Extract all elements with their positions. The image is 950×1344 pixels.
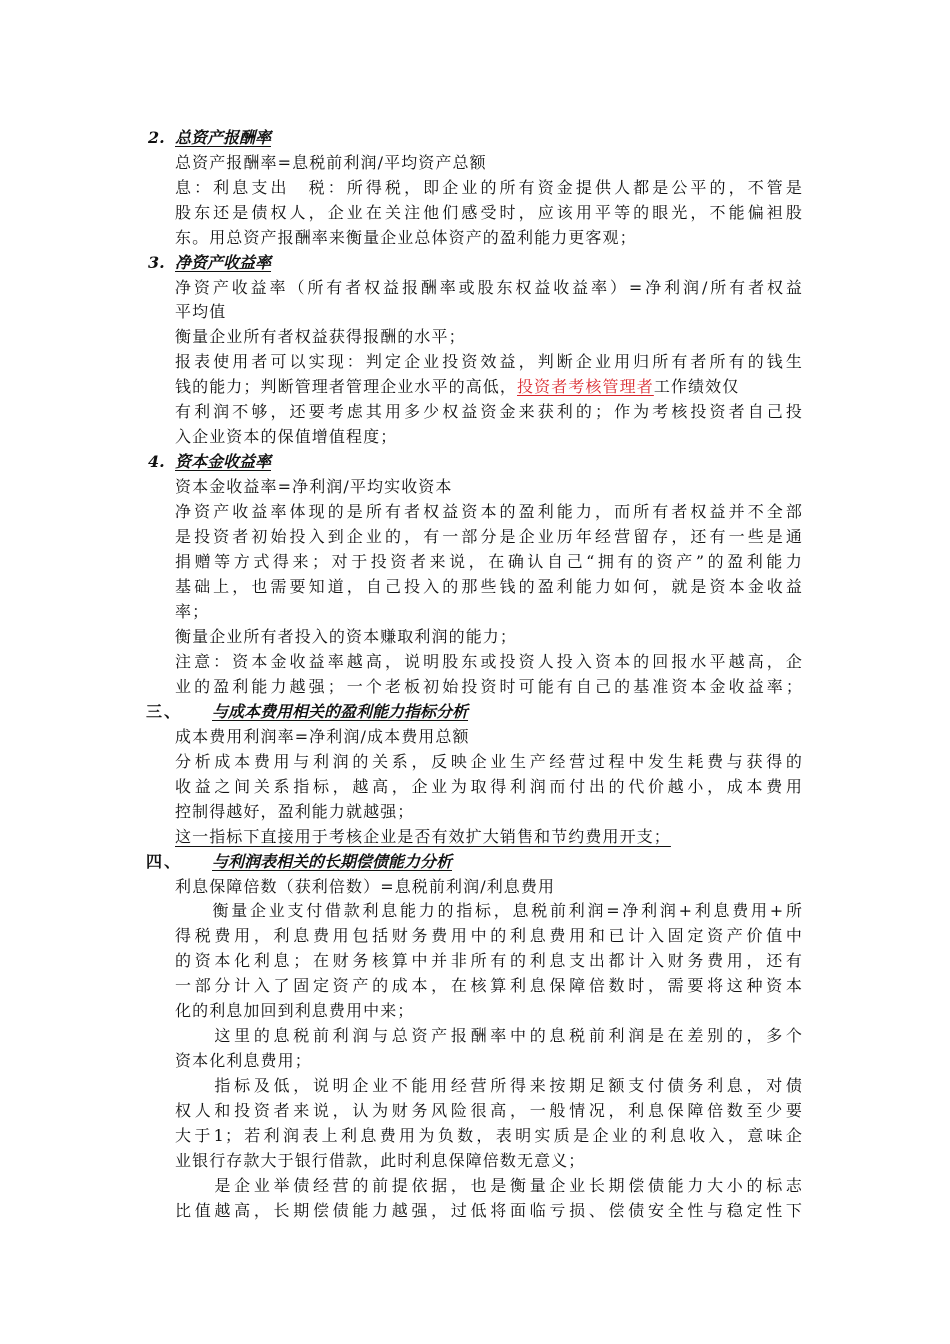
paragraph-line: 衡量企业所有者投入的资本赚取利润的能力；	[175, 627, 518, 646]
paragraph-line: 入企业资本的保值增值程度；	[175, 427, 398, 446]
section-3-number: 3.	[148, 253, 165, 272]
paragraph-line: 大于1；若利润表上利息费用为负数，表明实质是企业的利息收入，意味企	[175, 1126, 803, 1145]
section-4-title: 资本金收益率	[175, 452, 272, 471]
paragraph-line: 衡量企业支付借款利息能力的指标，息税前利润=净利润+利息费用+所	[175, 901, 803, 920]
paragraph-line: 净资产收益率体现的是所有者权益资本的盈利能力，而所有者权益并不全部	[175, 502, 803, 521]
paragraph-line: 收益之间关系指标，越高，企业为取得利润而付出的代价越小，成本费用	[175, 777, 803, 796]
section-iv-title: 与利润表相关的长期偿债能力分析	[212, 852, 453, 871]
paragraph-line: 资本金收益率=净利润/平均实收资本	[175, 477, 453, 496]
paragraph-line: 率；	[175, 602, 210, 621]
paragraph-line: 基础上，也需要知道，自己投入的那些钱的盈利能力如何，就是资本金收益	[175, 577, 803, 596]
section-2-title: 总资产报酬率	[175, 128, 272, 147]
paragraph-line: 平均值	[175, 302, 227, 321]
text-span: 钱的能力；判断管理者管理企业水平的高低，	[175, 377, 518, 396]
paragraph-line: 注意：资本金收益率越高，说明股东或投资人投入资本的回报水平越高，企	[175, 652, 803, 671]
section-iii-number: 三、	[146, 702, 183, 721]
paragraph-line: 得税费用，利息费用包括财务费用中的利息费用和已计入固定资产价值中	[175, 926, 803, 945]
paragraph-line: 捐赠等方式得来；对于投资者来说，在确认自己“拥有的资产”的盈利能力	[175, 552, 803, 571]
section-4-number: 4.	[148, 452, 165, 471]
paragraph-line: 报表使用者可以实现：判定企业投资效益，判断企业用归所有者所有的钱生	[175, 352, 803, 371]
section-iv-number: 四、	[146, 852, 183, 871]
paragraph-line: 是企业举债经营的前提依据，也是衡量企业长期偿债能力大小的标志	[175, 1176, 803, 1195]
paragraph-line: 净资产收益率（所有者权益报酬率或股东权益收益率）=净利润/所有者权益	[175, 278, 803, 297]
underlined-paragraph-line: 这一指标下直接用于考核企业是否有效扩大销售和节约费用开支；	[175, 827, 671, 846]
paragraph-line: 成本费用利润率=净利润/成本费用总额	[175, 727, 470, 746]
paragraph-line: 东。用总资产报酬率来衡量企业总体资产的盈利能力更客观；	[175, 228, 637, 247]
section-3-title: 净资产收益率	[175, 253, 272, 272]
paragraph-line: 指标及低，说明企业不能用经营所得来按期足额支付债务利息，对债	[175, 1076, 803, 1095]
paragraph-line: 化的利息加回到利息费用中来；	[175, 1001, 415, 1020]
paragraph-line: 业银行存款大于银行借款，此时利息保障倍数无意义；	[175, 1151, 586, 1170]
paragraph-line: 控制得越好，盈利能力就越强；	[175, 802, 415, 821]
paragraph-line: 一部分计入了固定资产的成本，在核算利息保障倍数时，需要将这种资本	[175, 976, 803, 995]
paragraph-line-with-link	[175, 375, 739, 399]
paragraph-line: 股东还是债权人，企业在关注他们感受时，应该用平等的眼光，不能偏袒股	[175, 203, 803, 222]
paragraph-line: 分析成本费用与利润的关系，反映企业生产经营过程中发生耗费与获得的	[175, 752, 803, 771]
paragraph-line: 的资本化利息；在财务核算中并非所有的利息支出都计入财务费用，还有	[175, 951, 803, 970]
paragraph-line: 利息保障倍数（获利倍数）=息税前利润/利息费用	[175, 877, 556, 896]
paragraph-line: 资本化利息费用；	[175, 1051, 312, 1070]
paragraph-line: 权人和投资者来说，认为财务风险很高，一般情况，利息保障倍数至少要	[175, 1101, 803, 1120]
paragraph-line: 这里的息税前利润与总资产报酬率中的息税前利润是在差别的，多个	[175, 1026, 803, 1045]
paragraph-line: 有利润不够，还要考虑其用多少权益资金来获利的；作为考核投资者自己投	[175, 402, 803, 421]
investor-link[interactable]: 投资者考核管理者	[517, 377, 654, 396]
section-2-number: 2.	[148, 128, 165, 147]
paragraph-line: 是投资者初始投入到企业的，有一部分是企业历年经营留存，还有一些是通	[175, 527, 803, 546]
paragraph-line: 衡量企业所有者权益获得报酬的水平；	[175, 327, 466, 346]
paragraph-line: 业的盈利能力越强；一个老板初始投资时可能有自己的基准资本金收益率；	[175, 677, 803, 696]
text-span: 工作绩效仅	[653, 377, 740, 396]
paragraph-line: 息：利息支出 税：所得税，即企业的所有资金提供人都是公平的，不管是	[175, 178, 803, 197]
paragraph-line: 比值越高，长期偿债能力越强，过低将面临亏损、偿债安全性与稳定性下	[175, 1201, 803, 1220]
paragraph-line: 总资产报酬率=息税前利润/平均资产总额	[175, 153, 487, 172]
section-iii-title: 与成本费用相关的盈利能力指标分析	[212, 702, 469, 721]
